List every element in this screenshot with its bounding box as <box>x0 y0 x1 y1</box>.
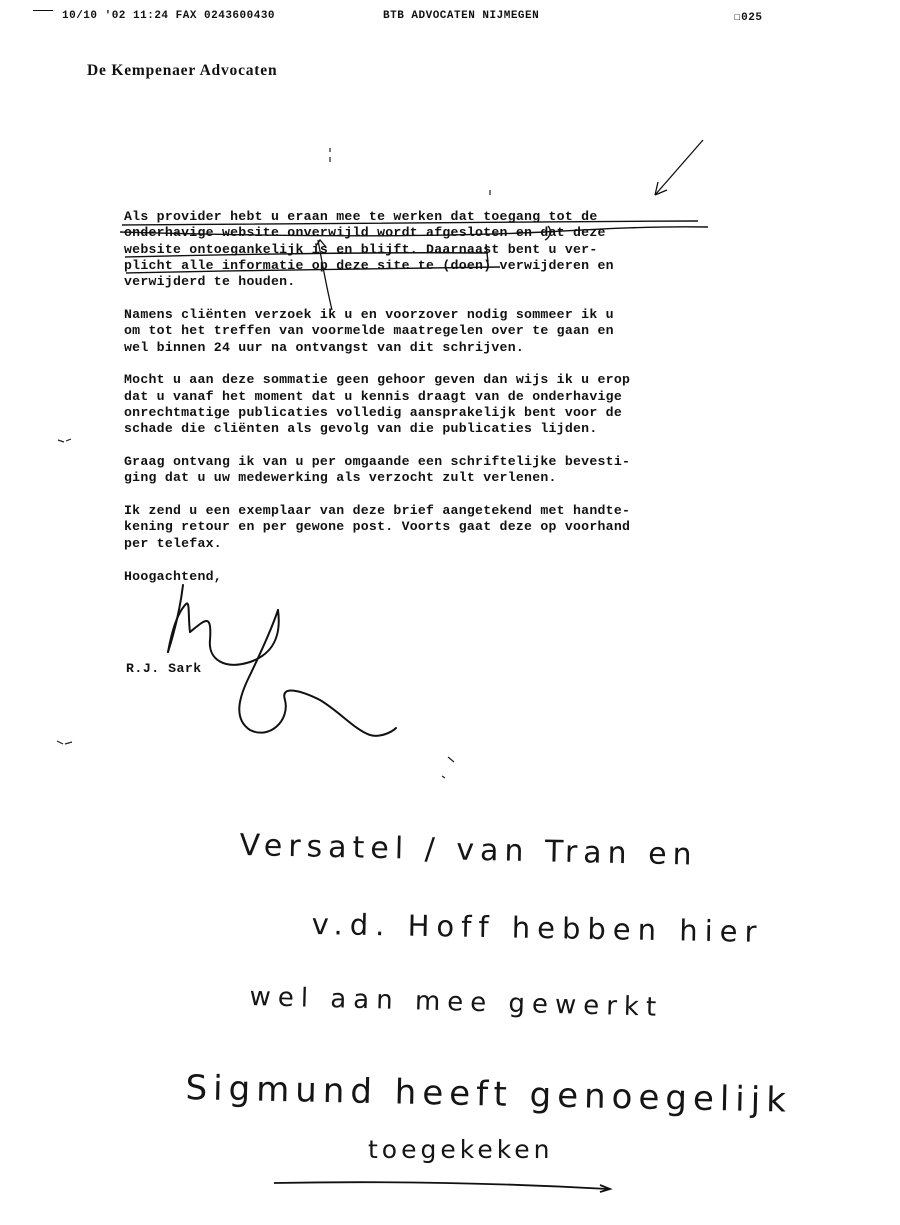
arrow-annotation <box>655 140 703 195</box>
letter-body <box>124 209 764 585</box>
letter-paragraph: Als provider hebt u eraan mee te werken dat toegang tot de onderhavige website onverwijld wordt afgesloten en dat deze website ontoegankelijk is en blijft. Daarnaast bent u ver- plicht alle informatie op deze site te (doen) verwijderen en verwijderd te houden. <box>124 209 614 290</box>
fax-page-number: ☐025 <box>734 12 763 24</box>
handwritten-note-line: Versatel / van Tran en <box>239 828 698 873</box>
handwritten-signature <box>168 585 396 736</box>
fax-sender: BTB ADVOCATEN NIJMEGEN <box>383 10 540 22</box>
handwritten-note-line: toegekeken <box>368 1135 554 1164</box>
letter-paragraph: Ik zend u een exemplaar van deze brief aangetekend met handte- kening retour en per gewone post. Voorts gaat deze op voorhand per telefax. <box>124 503 631 551</box>
header-rule <box>33 10 53 11</box>
firm-name: De Kempenaer Advocaten <box>87 62 278 79</box>
letter-paragraph: Mocht u aan deze sommatie geen gehoor geven dan wijs ik u erop dat u vanaf het moment dat u kennis draagt van de onderhavige onrechtmatige publicaties volledig aansprakelijk bent voor de schade die cliënten als gevolg van die publicaties lijden. <box>124 372 631 437</box>
handwritten-note-line: wel aan mee gewerkt <box>249 982 664 1023</box>
fax-date-time: 10/10 '02 11:24 FAX 0243600430 <box>62 10 276 22</box>
letter-paragraph: Graag ontvang ik van u per omgaande een schriftelijke bevesti- ging dat u uw medewerking als verzocht zult verlenen. <box>124 454 631 486</box>
letter-paragraph: Namens cliënten verzoek ik u en voorzover nodig sommeer ik u om tot het treffen van voormelde maatregelen over te gaan en wel binnen 24 uur na ontvangst van dit schrijven. <box>124 306 614 355</box>
handwritten-note-line: v.d. Hoff hebben hier <box>311 907 764 949</box>
signer-name: R.J. Sark <box>126 661 202 676</box>
handwritten-note-line: Sigmund heeft genoegelijk <box>185 1068 793 1121</box>
letter-closing: Hoogachtend, <box>124 568 222 584</box>
handwriting-underline <box>274 1182 610 1192</box>
fax-transmission-header <box>0 10 900 28</box>
